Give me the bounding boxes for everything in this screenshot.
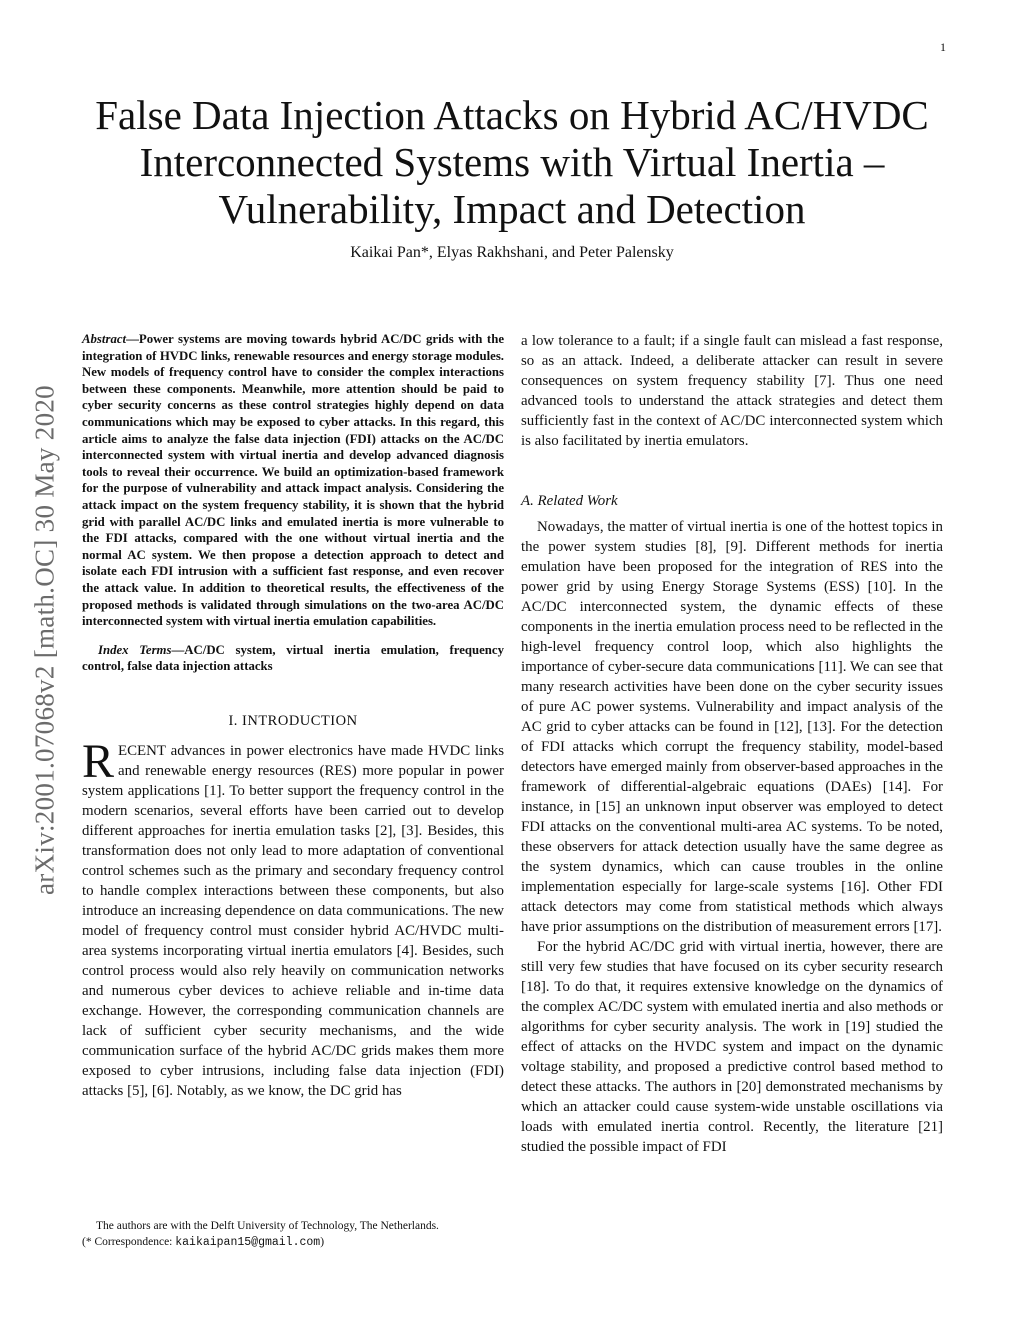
paper-title [60, 92, 964, 233]
section-heading-introduction: I. INTRODUCTION [228, 712, 358, 729]
footnote-prefix: (* Correspondence: [82, 1236, 176, 1248]
footnote-affiliation: The authors are with the Delft University of Technology, The Netherlands. [96, 1220, 439, 1232]
index-terms-label: Index Terms [98, 642, 172, 657]
title-line-1: False Data Injection Attacks on Hybrid AC/HVDC [95, 92, 929, 138]
left-column [82, 331, 504, 1101]
abstract-text: —Power systems are moving towards hybrid AC/DC grids with the integration of HVDC links, renewable resources and energy storage modules. New models of frequency control have to consider the complex interactions between these components. Meanwhile, more attention should be paid to cyber security concerns as these control strategies highly depend on data communications which may be exposed to cyber attacks. In this regard, this article aims to analyze the false data injection (FDI) attacks on the AC/DC interconnected system with virtual inertia and develop advanced diagnosis tools to reveal their occurrence. We build an optimization-based framework for the purpose of vulnerability and attack impact analysis. Considering the attack impact on the system frequency stability, it is shown that the hybrid grid with parallel AC/DC links and emulated inertia is more vulnerable to the FDI attacks, compared with the one without virtual inertia and the normal AC system. We then propose a detection approach to detect and isolate each FDI intrusion with a sufficient fast response, and even recover the attack value. In addition to theoretical results, the effectiveness of the proposed methods is validated through simulations on the two-area AC/DC interconnected system with virtual inertia emulation capabilities. [82, 332, 504, 629]
title-line-3: Vulnerability, Impact and Detection [218, 186, 806, 232]
title-line-2: Interconnected Systems with Virtual Inertia – [139, 139, 885, 185]
intro-text: ECENT advances in power electronics have made HVDC links and renewable energy resources (RES) more popular in power system applications [1]. To better support the frequency control in the modern scenarios, several efforts have been carried out to develop different approaches for inertia emulation tasks [2], [3]. Besides, this transformation does not only lead to more adaptation of conventional control schemes such as the primary and secondary frequency control to handle complex interactions between these components, but also introduce an increasing dependence on data communications. The new model of frequency control must consider hybrid AC/HVDC multi-area systems incorporating virtual inertia emulators [4]. Besides, such control process would also rely heavily on communication networks and numerous cyber devices to achieve reliable and in-time data exchange. However, the corresponding communication channels are lack of sufficient cyber security mechanisms, and the wide communication surface of the hybrid AC/DC grids makes them more exposed to cyber intrusions, including false data injection (FDI) attacks [5], [6]. Notably, as we know, the DC grid has [82, 742, 504, 1099]
footnote [82, 1218, 504, 1251]
arxiv-identifier-text: arXiv:2001.07068v2 [math.OC] 30 May 2020 [29, 385, 60, 895]
correspondence-email: kaikaipan15@gmail.com [175, 1236, 321, 1249]
index-terms [82, 642, 504, 675]
continued-paragraph: a low tolerance to a fault; if a single fault can mislead a fast response, so as an attack. Indeed, a deliberate attacker can result in severe consequences on system frequency stability [7]. Thus one need advanced tools to understand the attack strategies and detect them sufficiently fast in the context of AC/DC interconnected system which is also facilitated by inertia emulators. [521, 333, 943, 449]
footnote-correspondence [82, 1234, 504, 1251]
intro-paragraph [82, 734, 504, 1101]
right-column [521, 331, 943, 1157]
page-number: 1 [940, 40, 946, 54]
index-terms-text: —AC/DC system, virtual inertia emulation, frequency control, false data injection attacks [82, 642, 504, 674]
abstract-label: Abstract [82, 332, 127, 346]
related-work-paragraph-1: Nowadays, the matter of virtual inertia is one of the hottest topics in the power system studies [8], [9]. Different methods for inertia emulation have been proposed for the integration of RES into the power grid by using Energy Storage Systems (ESS) [10]. In the AC/DC interconnected system, the dynamic effects of these components in the inertia emulation process need to be reflected in the high-level frequency control loop, which also highlights the importance of cyber-secure data communications [11]. We can see that many research activities have been done on the cyber security issues of pure AC power systems. Vulnerability and impact analysis of the AC grid to cyber attacks can be found in [12], [13]. For the detection of FDI attacks which corrupt the frequency stability, model-based detectors have emerged mainly from observer-based approaches in the framework of differential-algebraic equations (DAEs) [14]. For instance, in [15] an unknown input observer was employed to detect FDI attacks on the conventional multi-area AC systems. To be noted, these observers for attack detection usually have the same degree as the system dynamics, which can cause troubles in the online implementation especially for large-scale systems [16]. Other FDI attack detectors may come from statistical methods which always have prior assumptions on the distribution of measurement errors [17]. [521, 519, 943, 935]
drop-cap: R [82, 734, 115, 788]
author-list: Kaikai Pan*, Elyas Rakhshani, and Peter Palensky [350, 244, 674, 261]
arxiv-identifier [25, 320, 65, 960]
abstract [82, 331, 504, 630]
footnote-suffix: ) [320, 1236, 325, 1248]
related-work-paragraph-2: For the hybrid AC/DC grid with virtual inertia, however, there are still very few studies that have focused on its cyber security research [18]. To do that, it requires extensive knowledge on the dynamics of the complex AC/DC system with emulated inertia and also methods or algorithms for cyber security analysis. The work in [19] studied the effect of attacks on the HVDC system and impact on the dynamic voltage stability, and proposed a predictive control based method to detect these attacks. The authors in [20] demonstrated mechanisms by which an attacker could cause system-wide unstable oscillations via loads with emulated inertia control. Recently, the literature [21] studied the possible impact of FDI [521, 939, 943, 1155]
subsection-heading-related-work: A. Related Work [521, 493, 618, 509]
